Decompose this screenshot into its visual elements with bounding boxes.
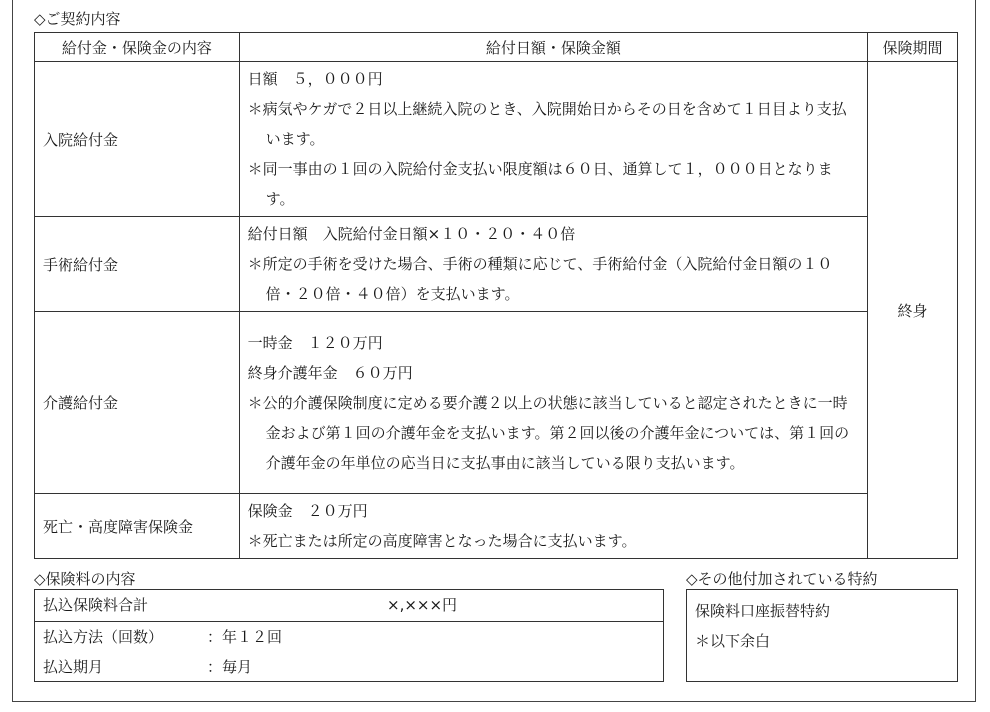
coverage-row-surgery — [35, 217, 958, 312]
premium-month-label: 払込期月 — [43, 658, 104, 676]
coverage-row-hospital — [35, 62, 958, 217]
detail-note: ＊同一事由の１回の入院給付金支払い限度額は６０日、通算して１，０００日となります。 — [247, 160, 833, 208]
benefit-name: 介護給付金 — [35, 312, 240, 494]
detail-line: 給付日額 入院給付金日額×１０・２０・４０倍 — [247, 225, 576, 243]
benefit-detail — [239, 217, 867, 312]
coverage-row-care — [35, 312, 958, 494]
detail-note: ＊死亡または所定の高度障害となった場合に支払います。 — [247, 532, 637, 550]
rider-item: 保険料口座振替特約 — [695, 602, 831, 620]
detail-note: ＊病気やケガで２日以上継続入院のとき、入院開始日からその日を含めて１日目より支払います。 — [247, 100, 847, 148]
rider-item: ＊以下余白 — [695, 632, 771, 650]
header-benefit: 給付金・保険金の内容 — [35, 33, 240, 62]
riders-box — [686, 589, 958, 682]
benefit-detail — [239, 62, 867, 217]
benefit-detail — [239, 312, 867, 494]
coverage-period: 終身 — [868, 62, 958, 559]
premium-method-label: 払込方法（回数） — [43, 628, 164, 646]
riders-section-title: ◇その他付加されている特約 — [686, 570, 878, 588]
detail-line: 日額 ５，０００円 — [247, 70, 383, 88]
detail-note: ＊公的介護保険制度に定める要介護２以上の状態に該当していると認定されたときに一時金および第１回の介護年金を支払います。第２回以後の介護年金については、第１回の介護年金の年単位の応当日に支払事由に該当している限り支払います。 — [247, 393, 850, 472]
contract-section-title: ◇ご契約内容 — [34, 10, 121, 28]
premium-total-row — [35, 590, 663, 622]
coverage-table — [34, 32, 958, 559]
premium-month-row — [35, 652, 663, 682]
premium-total-value: ×,×××円 — [387, 596, 458, 614]
detail-line: 保険金 ２０万円 — [247, 502, 368, 520]
detail-line: 終身介護年金 ６０万円 — [247, 363, 413, 382]
coverage-header-row — [35, 33, 958, 62]
premium-method-row — [35, 622, 663, 652]
premium-total-label: 払込保険料合計 — [43, 596, 149, 614]
premium-section-title: ◇保険料の内容 — [34, 570, 136, 588]
coverage-row-death — [35, 494, 958, 559]
premium-month-value: ：毎月 — [207, 658, 253, 676]
premium-method-value: ：年１２回 — [207, 628, 283, 646]
benefit-name: 手術給付金 — [35, 217, 240, 312]
premium-box — [34, 589, 664, 682]
header-period: 保険期間 — [868, 33, 958, 62]
header-amount: 給付日額・保険金額 — [239, 33, 867, 62]
detail-note: ＊所定の手術を受けた場合、手術の種類に応じて、手術給付金（入院給付金日額の１０倍・２０倍・４０倍）を支払います。 — [247, 255, 833, 303]
detail-line: 一時金 １２０万円 — [247, 333, 383, 352]
benefit-name: 入院給付金 — [35, 62, 240, 217]
benefit-name: 死亡・高度障害保険金 — [35, 494, 240, 559]
benefit-detail — [239, 494, 867, 559]
